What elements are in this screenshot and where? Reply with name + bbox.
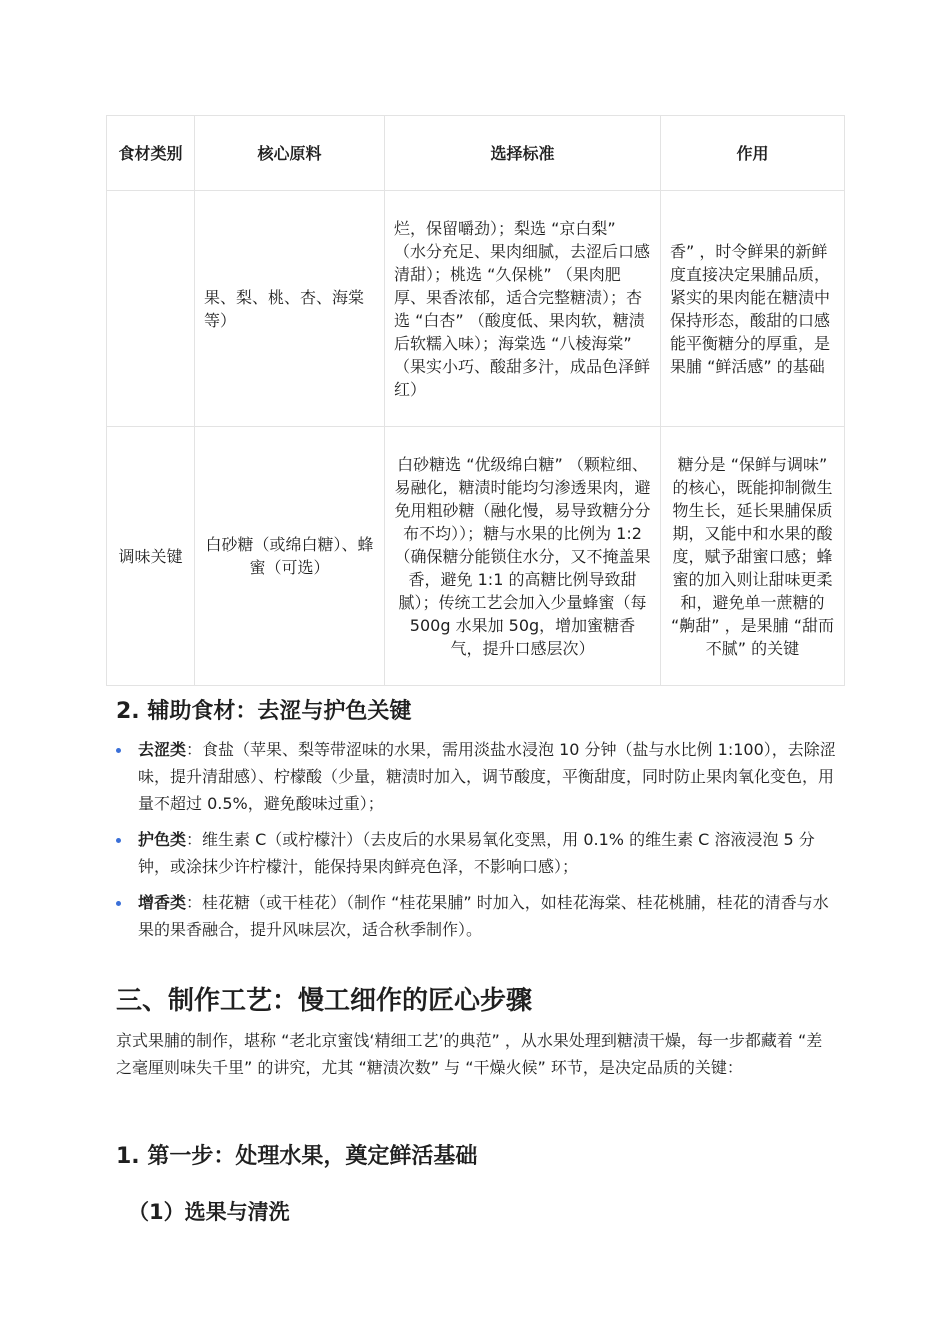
bullet-icon — [116, 748, 121, 753]
cell-function: 糖分是 “保鲜与调味” 的核心，既能抑制微生物生长，延长果脯保质期，又能中和水果的酸度，赋予甜蜜口感；蜂蜜的加入则让甜味更柔和，避免单一蔗糖的 “齁甜” ，是果脯 “甜而不腻” 的关键 — [661, 427, 845, 686]
list-item — [116, 826, 838, 880]
header-category: 食材类别 — [107, 116, 195, 191]
item-label: 去涩类 — [138, 740, 187, 759]
table-row — [107, 427, 845, 686]
cell-function: 香” ，时令鲜果的新鲜度直接决定果脯品质，紧实的果肉能在糖渍中保持形态，酸甜的口感能平衡糖分的厚重，是果脯 “鲜活感” 的基础 — [661, 191, 845, 427]
table-row — [107, 191, 845, 427]
item-text: ：食盐（苹果、梨等带涩味的水果，需用淡盐水浸泡 10 分钟（盐与水比例 1:100），去除涩味，提升清甜感）、柠檬酸（少量，糖渍时加入，调节酸度，平衡甜度，同时防止果肉氧化变色，用量不超过 0.5%，避免酸味过重）； — [138, 740, 836, 813]
cell-criteria: 烂，保留嚼劲）；梨选 “京白梨” （水分充足、果肉细腻，去涩后口感清甜）；桃选 “久保桃” （果肉肥厚、果香浓郁，适合完整糖渍）；杏选 “白杏” （酸度低、果肉软，糖渍后软糯入味）；海棠选 “八棱海棠” （果实小巧、酸甜多汁，成品色泽鲜红） — [385, 191, 661, 427]
cell-criteria: 白砂糖选 “优级绵白糖” （颗粒细、易融化，糖渍时能均匀渗透果肉，避免用粗砂糖（融化慢，易导致糖分分布不均））；糖与水果的比例为 1:2（确保糖分能锁住水分，又不掩盖果香，避免 1:1 的高糖比例导致甜腻）；传统工艺会加入少量蜂蜜（每 500g 水果加 50g，增加蜜糖香气，提升口感层次） — [385, 427, 661, 686]
bullet-icon — [116, 901, 121, 906]
bullet-icon — [116, 838, 121, 843]
step1-heading: 1. 第一步：处理水果，奠定鲜活基础 — [116, 1144, 478, 1169]
auxiliary-list — [116, 736, 838, 952]
table-header-row — [107, 116, 845, 191]
cell-category: 调味关键 — [107, 427, 195, 686]
item-label: 增香类 — [138, 893, 187, 912]
cell-ingredients: 果、梨、桃、杏、海棠等） — [195, 191, 385, 427]
ingredient-table — [106, 115, 845, 686]
list-item — [116, 736, 838, 817]
header-function: 作用 — [661, 116, 845, 191]
list-item — [116, 889, 838, 943]
item-label: 护色类 — [138, 830, 187, 849]
step1-subheading: （1）选果与清洗 — [128, 1200, 290, 1224]
header-criteria: 选择标准 — [385, 116, 661, 191]
section-heading-process: 三、制作工艺：慢工细作的匠心步骤 — [116, 986, 533, 1016]
item-text: ：维生素 C（或柠檬汁）（去皮后的水果易氧化变黑，用 0.1% 的维生素 C 溶液浸泡 5 分钟，或涂抹少许柠檬汁，能保持果肉鲜亮色泽，不影响口感）； — [138, 830, 815, 876]
item-text: ：桂花糖（或干桂花）（制作 “桂花果脯” 时加入，如桂花海棠、桂花桃脯，桂花的清香与水果的果香融合，提升风味层次，适合秋季制作）。 — [138, 893, 829, 939]
header-ingredients: 核心原料 — [195, 116, 385, 191]
process-intro: 京式果脯的制作，堪称 “老北京蜜饯‘精细工艺’的典范” ，从水果处理到糖渍干燥，每一步都藏着 “差之毫厘则味失千里” 的讲究，尤其 “糖渍次数” 与 “干燥火候” 环节，是决定品质的关键： — [116, 1031, 823, 1077]
cell-category — [107, 191, 195, 427]
cell-ingredients: 白砂糖（或绵白糖）、蜂蜜（可选） — [195, 427, 385, 686]
section-heading-auxiliary: 2. 辅助食材：去涩与护色关键 — [116, 699, 412, 724]
